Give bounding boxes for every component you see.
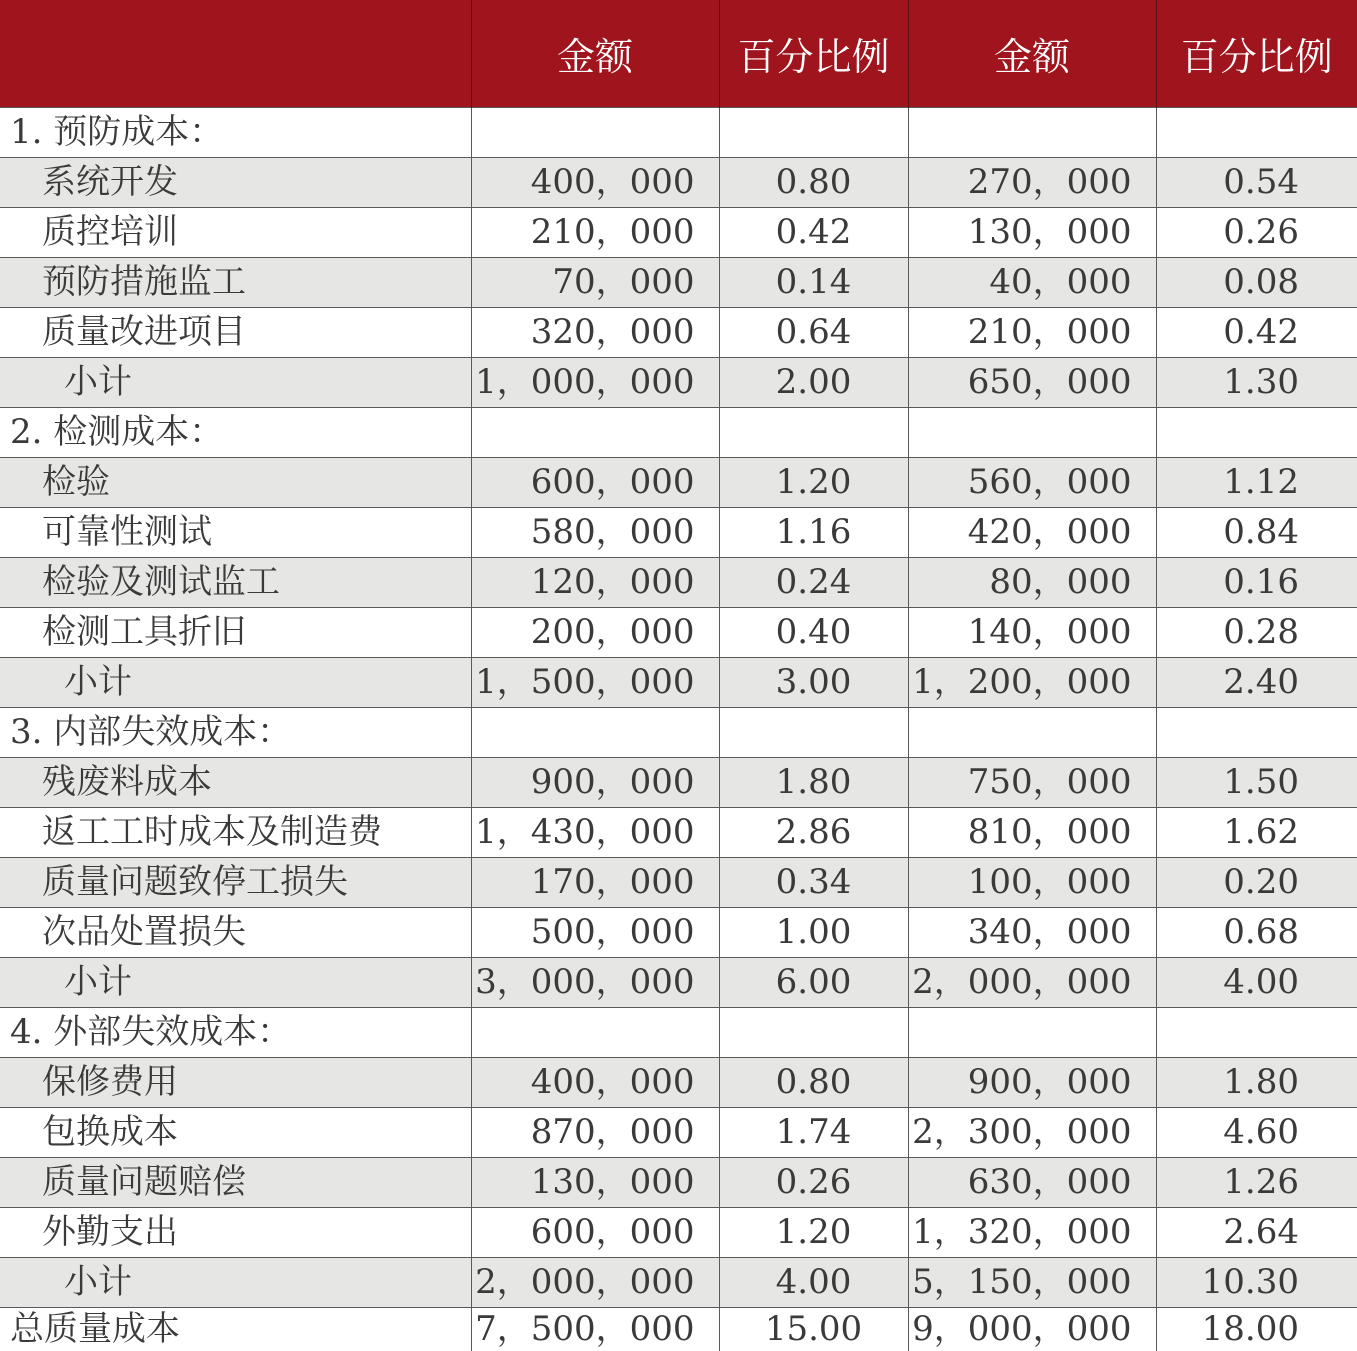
amount-1-cell <box>471 1008 719 1058</box>
amount-1-cell: 170，000 <box>471 858 719 908</box>
amount-2-cell <box>908 108 1156 158</box>
row-label-cell: 2. 检测成本： <box>0 408 471 458</box>
percent-1-cell: 0.42 <box>719 208 908 258</box>
section-row <box>0 708 1357 758</box>
percent-1-cell: 0.34 <box>719 858 908 908</box>
amount-2-cell: 560，000 <box>908 458 1156 508</box>
amount-2-cell: 2，300，000 <box>908 1108 1156 1158</box>
header-amount-2: 金额 <box>908 0 1156 108</box>
row-label-cell: 保修费用 <box>0 1058 471 1108</box>
amount-2-cell: 1，320，000 <box>908 1208 1156 1258</box>
amount-1-cell: 900，000 <box>471 758 719 808</box>
row-label-cell: 质控培训 <box>0 208 471 258</box>
percent-1-cell <box>719 708 908 758</box>
amount-1-cell: 7，500，000 <box>471 1308 719 1351</box>
row-label-cell: 小计 <box>0 958 471 1008</box>
amount-1-cell: 580，000 <box>471 508 719 558</box>
row-label-cell: 质量问题致停工损失 <box>0 858 471 908</box>
table-row <box>0 308 1357 358</box>
row-label-cell: 总质量成本 <box>0 1308 471 1351</box>
percent-1-cell: 2.86 <box>719 808 908 858</box>
percent-1-cell: 15.00 <box>719 1308 908 1351</box>
row-label-cell: 质量问题赔偿 <box>0 1158 471 1208</box>
percent-1-cell: 0.40 <box>719 608 908 658</box>
row-label-cell: 次品处置损失 <box>0 908 471 958</box>
percent-2-cell: 4.60 <box>1156 1108 1357 1158</box>
percent-2-cell: 4.00 <box>1156 958 1357 1008</box>
row-label-cell: 小计 <box>0 358 471 408</box>
percent-1-cell <box>719 1008 908 1058</box>
amount-2-cell: 100，000 <box>908 858 1156 908</box>
amount-2-cell: 650，000 <box>908 358 1156 408</box>
amount-1-cell: 600，000 <box>471 1208 719 1258</box>
row-label-cell: 可靠性测试 <box>0 508 471 558</box>
percent-1-cell: 3.00 <box>719 658 908 708</box>
amount-2-cell: 420，000 <box>908 508 1156 558</box>
amount-2-cell: 2，000，000 <box>908 958 1156 1008</box>
amount-2-cell: 210，000 <box>908 308 1156 358</box>
subtotal-row <box>0 958 1357 1008</box>
amount-1-cell <box>471 708 719 758</box>
row-label-cell: 残废料成本 <box>0 758 471 808</box>
percent-1-cell: 1.16 <box>719 508 908 558</box>
subtotal-row <box>0 358 1357 408</box>
table-body <box>0 108 1357 1351</box>
amount-2-cell: 40，000 <box>908 258 1156 308</box>
amount-1-cell: 600，000 <box>471 458 719 508</box>
percent-1-cell: 1.20 <box>719 1208 908 1258</box>
percent-2-cell: 2.64 <box>1156 1208 1357 1258</box>
header-amount-1: 金额 <box>471 0 719 108</box>
amount-2-cell: 130，000 <box>908 208 1156 258</box>
percent-2-cell: 1.26 <box>1156 1158 1357 1208</box>
table-row <box>0 608 1357 658</box>
amount-1-cell: 130，000 <box>471 1158 719 1208</box>
amount-1-cell: 200，000 <box>471 608 719 658</box>
table-row <box>0 1158 1357 1208</box>
percent-1-cell: 6.00 <box>719 958 908 1008</box>
amount-1-cell: 400，000 <box>471 1058 719 1108</box>
table-row <box>0 1108 1357 1158</box>
percent-2-cell: 0.26 <box>1156 208 1357 258</box>
amount-2-cell: 900，000 <box>908 1058 1156 1108</box>
percent-2-cell: 1.50 <box>1156 758 1357 808</box>
percent-1-cell: 0.64 <box>719 308 908 358</box>
percent-2-cell: 0.68 <box>1156 908 1357 958</box>
percent-1-cell: 1.74 <box>719 1108 908 1158</box>
table-row <box>0 508 1357 558</box>
percent-2-cell: 0.16 <box>1156 558 1357 608</box>
percent-1-cell: 0.26 <box>719 1158 908 1208</box>
percent-1-cell: 1.00 <box>719 908 908 958</box>
amount-1-cell <box>471 108 719 158</box>
table-row <box>0 908 1357 958</box>
table-row <box>0 558 1357 608</box>
total-row <box>0 1308 1357 1351</box>
row-label-cell: 检测工具折旧 <box>0 608 471 658</box>
percent-2-cell: 0.84 <box>1156 508 1357 558</box>
percent-2-cell <box>1156 408 1357 458</box>
percent-2-cell <box>1156 1008 1357 1058</box>
percent-2-cell: 0.28 <box>1156 608 1357 658</box>
header-percent-2: 百分比例 <box>1156 0 1357 108</box>
amount-1-cell: 2，000，000 <box>471 1258 719 1308</box>
amount-2-cell: 1，200，000 <box>908 658 1156 708</box>
amount-2-cell: 270，000 <box>908 158 1156 208</box>
percent-2-cell: 18.00 <box>1156 1308 1357 1351</box>
table-row <box>0 258 1357 308</box>
table-row <box>0 758 1357 808</box>
table-row <box>0 808 1357 858</box>
table-row <box>0 1058 1357 1108</box>
section-row <box>0 1008 1357 1058</box>
percent-1-cell: 1.80 <box>719 758 908 808</box>
table-row <box>0 858 1357 908</box>
percent-1-cell: 0.14 <box>719 258 908 308</box>
percent-1-cell: 4.00 <box>719 1258 908 1308</box>
percent-1-cell: 0.24 <box>719 558 908 608</box>
percent-2-cell: 1.12 <box>1156 458 1357 508</box>
percent-2-cell: 0.20 <box>1156 858 1357 908</box>
row-label-cell: 外勤支出 <box>0 1208 471 1258</box>
amount-2-cell: 810，000 <box>908 808 1156 858</box>
percent-1-cell <box>719 408 908 458</box>
percent-2-cell: 1.30 <box>1156 358 1357 408</box>
row-label-cell: 返工工时成本及制造费 <box>0 808 471 858</box>
section-row <box>0 408 1357 458</box>
subtotal-row <box>0 658 1357 708</box>
table-row <box>0 208 1357 258</box>
amount-1-cell: 400，000 <box>471 158 719 208</box>
row-label-cell: 1. 预防成本： <box>0 108 471 158</box>
row-label-cell: 预防措施监工 <box>0 258 471 308</box>
amount-1-cell: 1，000，000 <box>471 358 719 408</box>
percent-2-cell: 0.08 <box>1156 258 1357 308</box>
percent-2-cell: 0.54 <box>1156 158 1357 208</box>
amount-2-cell: 140，000 <box>908 608 1156 658</box>
row-label-cell: 3. 内部失效成本： <box>0 708 471 758</box>
amount-1-cell: 1，500，000 <box>471 658 719 708</box>
percent-2-cell: 2.40 <box>1156 658 1357 708</box>
percent-2-cell: 0.42 <box>1156 308 1357 358</box>
row-label-cell: 质量改进项目 <box>0 308 471 358</box>
row-label-cell: 系统开发 <box>0 158 471 208</box>
header-row <box>0 0 1357 108</box>
amount-2-cell: 750，000 <box>908 758 1156 808</box>
percent-2-cell: 10.30 <box>1156 1258 1357 1308</box>
row-label-cell: 检验及测试监工 <box>0 558 471 608</box>
amount-2-cell: 9，000，000 <box>908 1308 1156 1351</box>
header-label <box>0 0 471 108</box>
amount-2-cell: 630，000 <box>908 1158 1156 1208</box>
amount-2-cell <box>908 1008 1156 1058</box>
header-percent-1: 百分比例 <box>719 0 908 108</box>
section-row <box>0 108 1357 158</box>
row-label-cell: 包换成本 <box>0 1108 471 1158</box>
percent-1-cell: 0.80 <box>719 1058 908 1108</box>
amount-1-cell <box>471 408 719 458</box>
percent-2-cell: 1.80 <box>1156 1058 1357 1108</box>
amount-2-cell <box>908 708 1156 758</box>
percent-1-cell: 2.00 <box>719 358 908 408</box>
amount-1-cell: 870，000 <box>471 1108 719 1158</box>
table-row <box>0 1208 1357 1258</box>
percent-2-cell <box>1156 708 1357 758</box>
amount-2-cell: 80，000 <box>908 558 1156 608</box>
amount-2-cell: 5，150，000 <box>908 1258 1156 1308</box>
row-label-cell: 检验 <box>0 458 471 508</box>
subtotal-row <box>0 1258 1357 1308</box>
amount-2-cell <box>908 408 1156 458</box>
table-row <box>0 458 1357 508</box>
row-label-cell: 4. 外部失效成本： <box>0 1008 471 1058</box>
amount-1-cell: 210，000 <box>471 208 719 258</box>
amount-1-cell: 3，000，000 <box>471 958 719 1008</box>
amount-2-cell: 340，000 <box>908 908 1156 958</box>
amount-1-cell: 1，430，000 <box>471 808 719 858</box>
percent-1-cell: 1.20 <box>719 458 908 508</box>
percent-2-cell <box>1156 108 1357 158</box>
amount-1-cell: 320，000 <box>471 308 719 358</box>
row-label-cell: 小计 <box>0 1258 471 1308</box>
amount-1-cell: 70，000 <box>471 258 719 308</box>
percent-2-cell: 1.62 <box>1156 808 1357 858</box>
percent-1-cell: 0.80 <box>719 158 908 208</box>
percent-1-cell <box>719 108 908 158</box>
table-row <box>0 158 1357 208</box>
amount-1-cell: 120，000 <box>471 558 719 608</box>
row-label-cell: 小计 <box>0 658 471 708</box>
amount-1-cell: 500，000 <box>471 908 719 958</box>
